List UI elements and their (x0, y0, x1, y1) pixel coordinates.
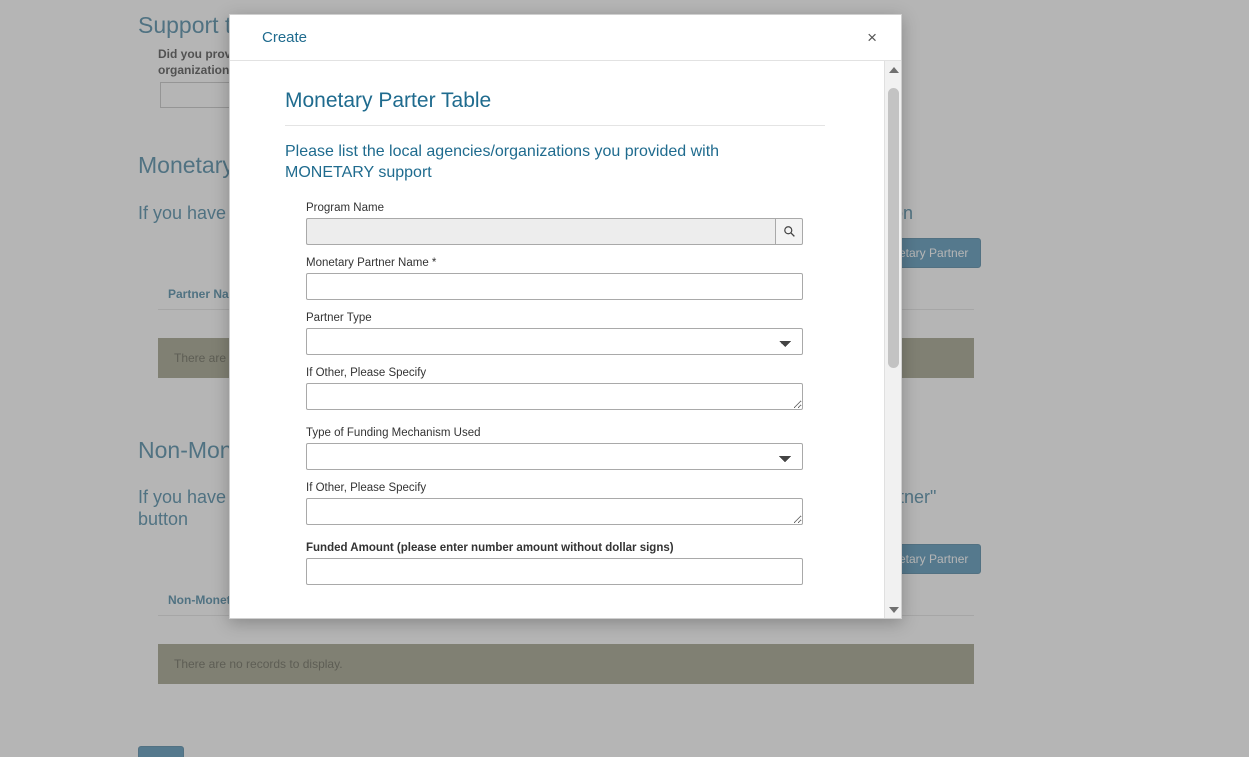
label-monetary-partner-name: Monetary Partner Name * (306, 256, 437, 269)
field-funded-amount (306, 542, 803, 585)
program-name-input[interactable] (306, 218, 775, 245)
scroll-down-arrow[interactable] (885, 601, 901, 618)
chevron-up-icon (889, 67, 899, 73)
search-glyph (783, 225, 796, 238)
partner-type-other-textarea[interactable] (306, 383, 803, 410)
label-program-name: Program Name (306, 201, 384, 214)
label-partner-type: Partner Type (306, 311, 372, 324)
field-program-name (306, 202, 803, 245)
label-funding-mechanism: Type of Funding Mechanism Used (306, 426, 481, 439)
field-funding-mechanism (306, 427, 803, 470)
field-funding-mechanism-other (306, 482, 803, 530)
monetary-partner-name-input[interactable] (306, 273, 803, 300)
funding-mechanism-other-textarea[interactable] (306, 498, 803, 525)
partner-type-select[interactable] (306, 328, 803, 355)
funded-amount-input[interactable] (306, 558, 803, 585)
form-subtitle: Please list the local agencies/organizations you provided with MONETARY support (285, 143, 720, 181)
modal-scrollbar[interactable] (884, 61, 901, 618)
field-partner-type (306, 312, 803, 355)
modal-body (230, 61, 884, 618)
create-modal (229, 14, 902, 619)
scrollbar-track[interactable] (885, 78, 901, 601)
label-funded-amount: Funded Amount (please enter number amount without dollar signs) (306, 541, 674, 554)
chevron-down-icon (889, 607, 899, 613)
label-partner-type-other: If Other, Please Specify (306, 366, 427, 379)
field-monetary-partner-name (306, 257, 803, 300)
scroll-up-arrow[interactable] (885, 61, 901, 78)
modal-body-wrap (230, 61, 901, 618)
modal-title: Create (262, 29, 308, 46)
scrollbar-thumb[interactable] (888, 88, 899, 368)
close-icon[interactable]: × (861, 25, 883, 50)
funding-mechanism-select[interactable] (306, 443, 803, 470)
modal-header (230, 15, 901, 61)
field-partner-type-other (306, 367, 803, 415)
label-funding-mechanism-other: If Other, Please Specify (306, 481, 427, 494)
program-name-lookup (306, 218, 803, 245)
search-icon[interactable] (775, 218, 803, 245)
form-title: Monetary Parter Table (285, 89, 825, 126)
